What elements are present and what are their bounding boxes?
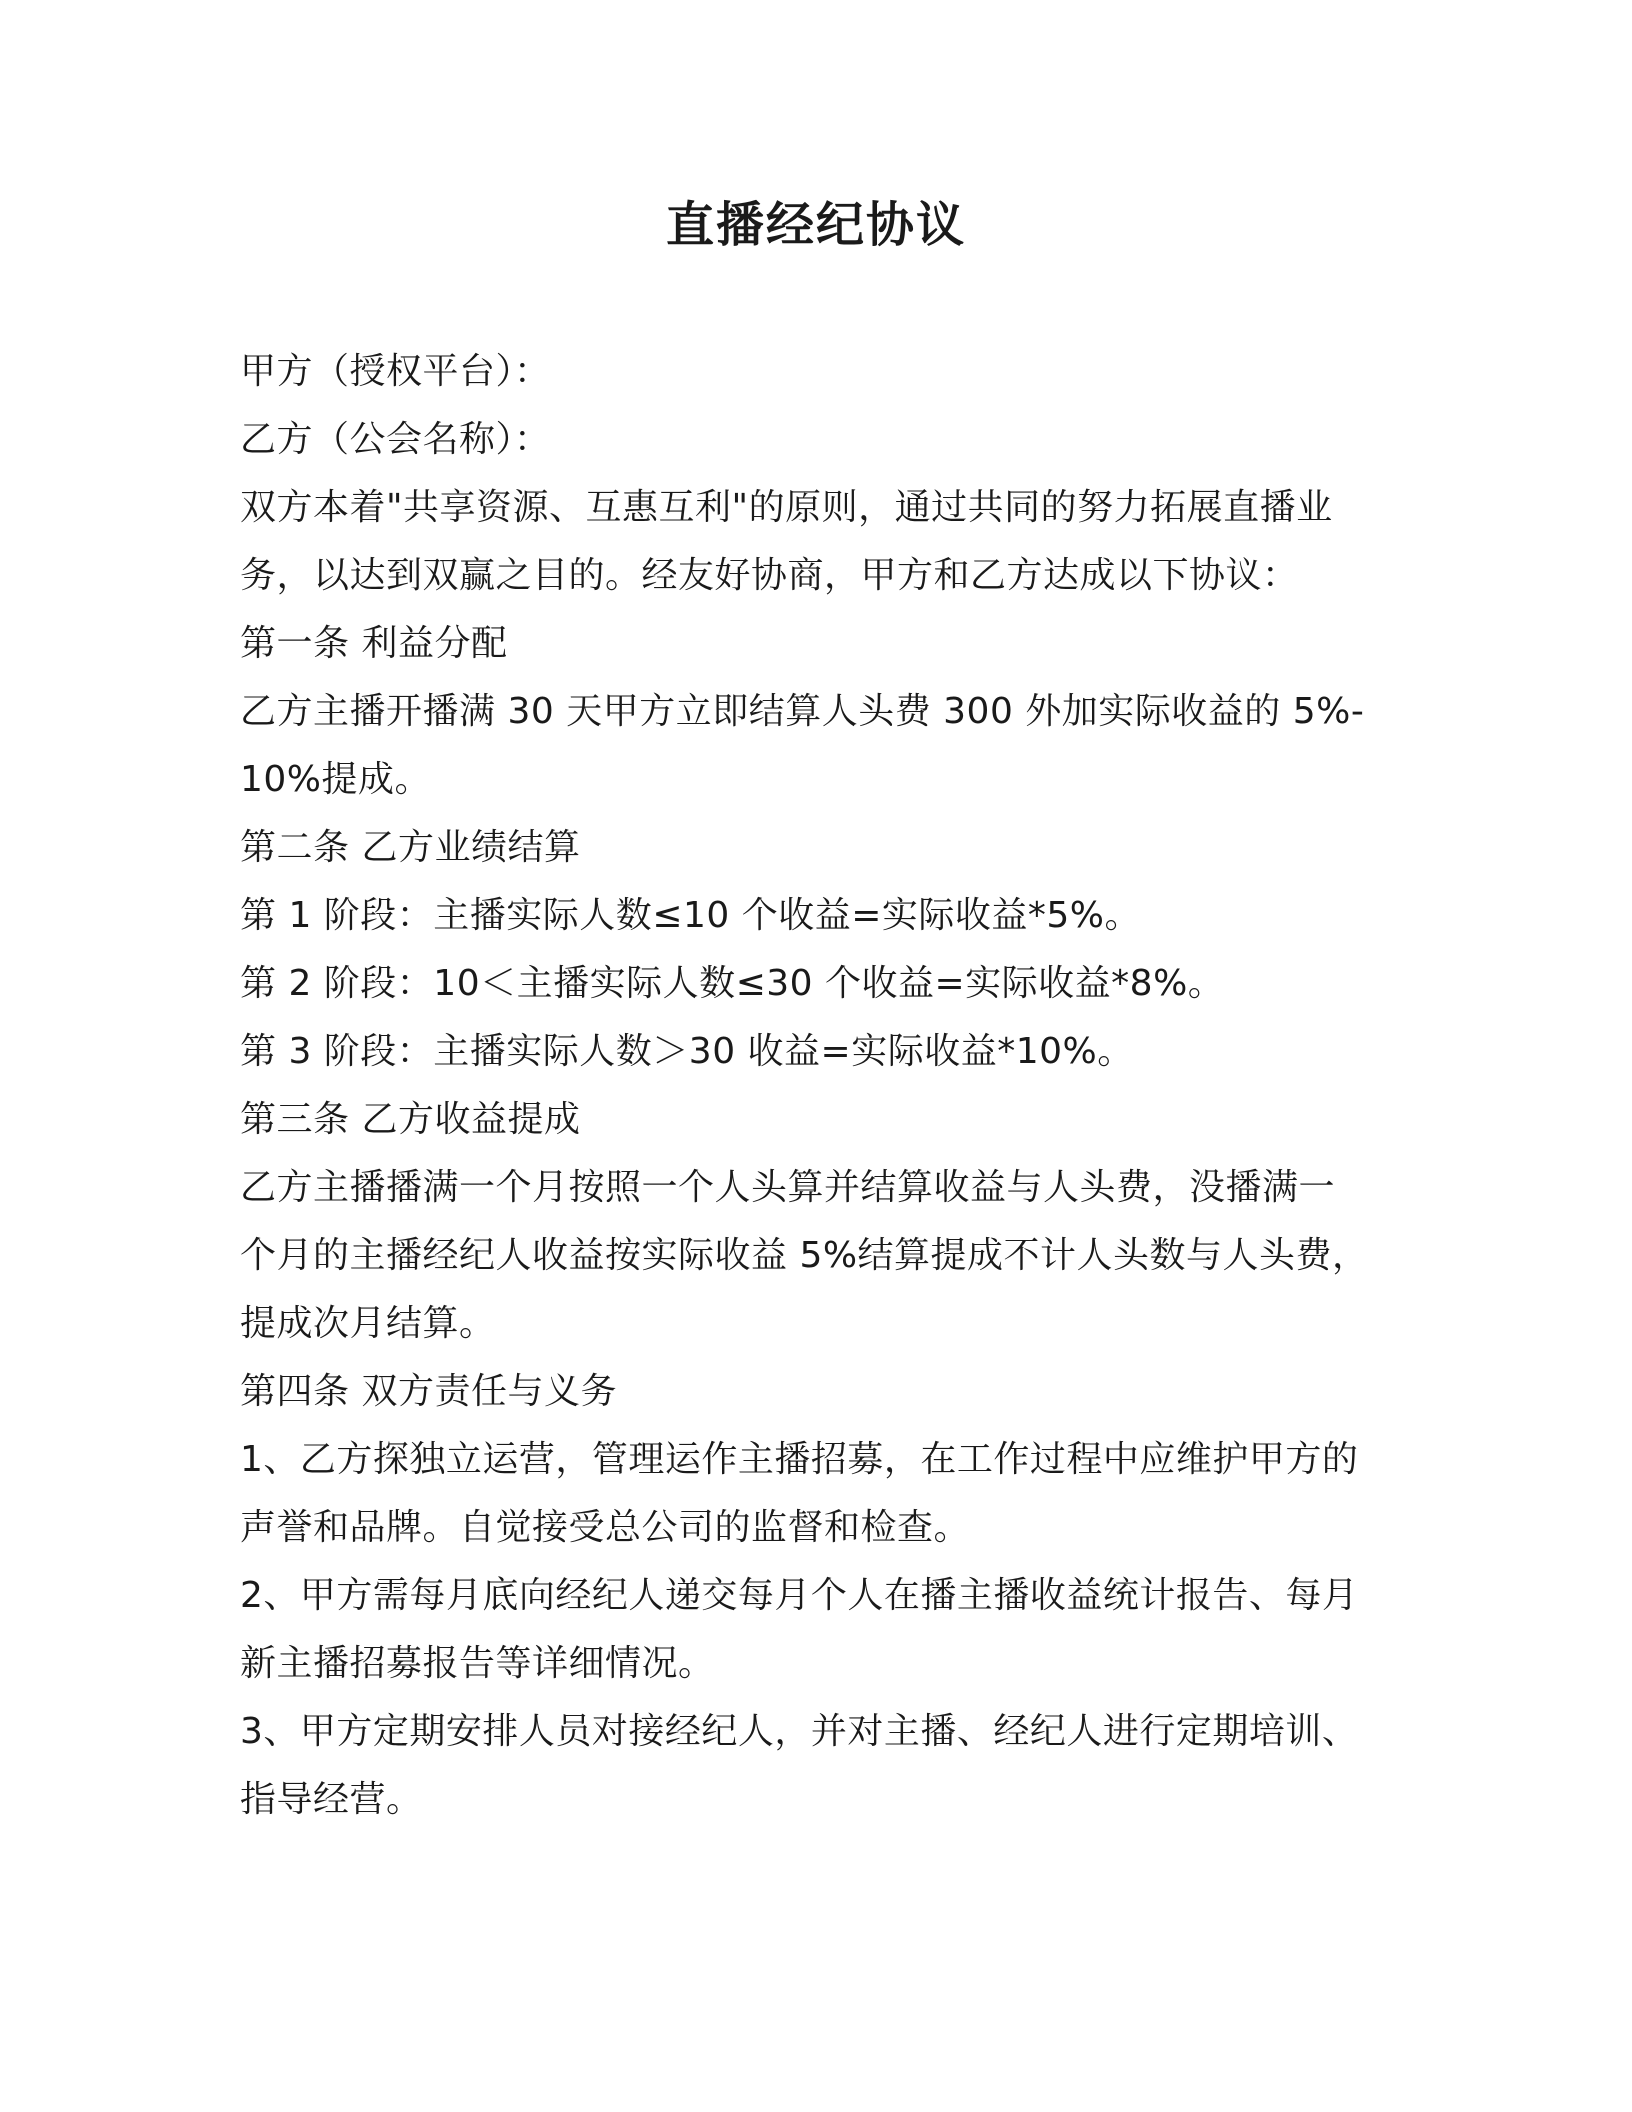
party-a-line: 甲方（授权平台）：: [240, 351, 551, 392]
article-1-heading: 第一条 利益分配: [240, 623, 508, 664]
duty-3-line-2: 指导经营。: [240, 1779, 423, 1820]
duty-2-line-2: 新主播招募报告等详细情况。: [240, 1643, 715, 1684]
party-b-line: 乙方（公会名称）：: [240, 419, 551, 460]
article-3-text-2: 个月的主播经纪人收益按实际收益 5%结算提成不计人头数与人头费，: [240, 1235, 1369, 1276]
preamble-line-1: 双方本着"共享资源、互惠互利"的原则，通过共同的努力拓展直播业: [240, 487, 1333, 528]
stage-3-line: 第 3 阶段：主播实际人数＞30 收益=实际收益*10%。: [240, 1031, 1134, 1072]
article-3-heading: 第三条 乙方收益提成: [240, 1099, 581, 1140]
stage-1-line: 第 1 阶段：主播实际人数≤10 个收益=实际收益*5%。: [240, 895, 1141, 936]
duty-2-line-1: 2、甲方需每月底向经纪人递交每月个人在播主播收益统计报告、每月: [240, 1575, 1359, 1616]
article-4-heading: 第四条 双方责任与义务: [240, 1371, 617, 1412]
duty-1-line-2: 声誉和品牌。自觉接受总公司的监督和检查。: [240, 1507, 971, 1548]
duty-3-line-1: 3、甲方定期安排人员对接经纪人，并对主播、经纪人进行定期培训、: [240, 1711, 1359, 1752]
article-1-text-2: 10%提成。: [240, 759, 432, 800]
document-body: [240, 338, 1400, 1834]
document-title: 直播经纪协议: [665, 197, 966, 253]
article-2-heading: 第二条 乙方业绩结算: [240, 827, 581, 868]
stage-2-line: 第 2 阶段：10＜主播实际人数≤30 个收益=实际收益*8%。: [240, 963, 1225, 1004]
article-3-text-3: 提成次月结算。: [240, 1303, 496, 1344]
preamble-line-2: 务，以达到双赢之目的。经友好协商，甲方和乙方达成以下协议：: [240, 555, 1299, 596]
article-1-text-1: 乙方主播开播满 30 天甲方立即结算人头费 300 外加实际收益的 5%-: [240, 691, 1365, 732]
duty-1-line-1: 1、乙方探独立运营，管理运作主播招募，在工作过程中应维护甲方的: [240, 1439, 1359, 1480]
article-3-text-1: 乙方主播播满一个月按照一个人头算并结算收益与人头费，没播满一: [240, 1167, 1336, 1208]
